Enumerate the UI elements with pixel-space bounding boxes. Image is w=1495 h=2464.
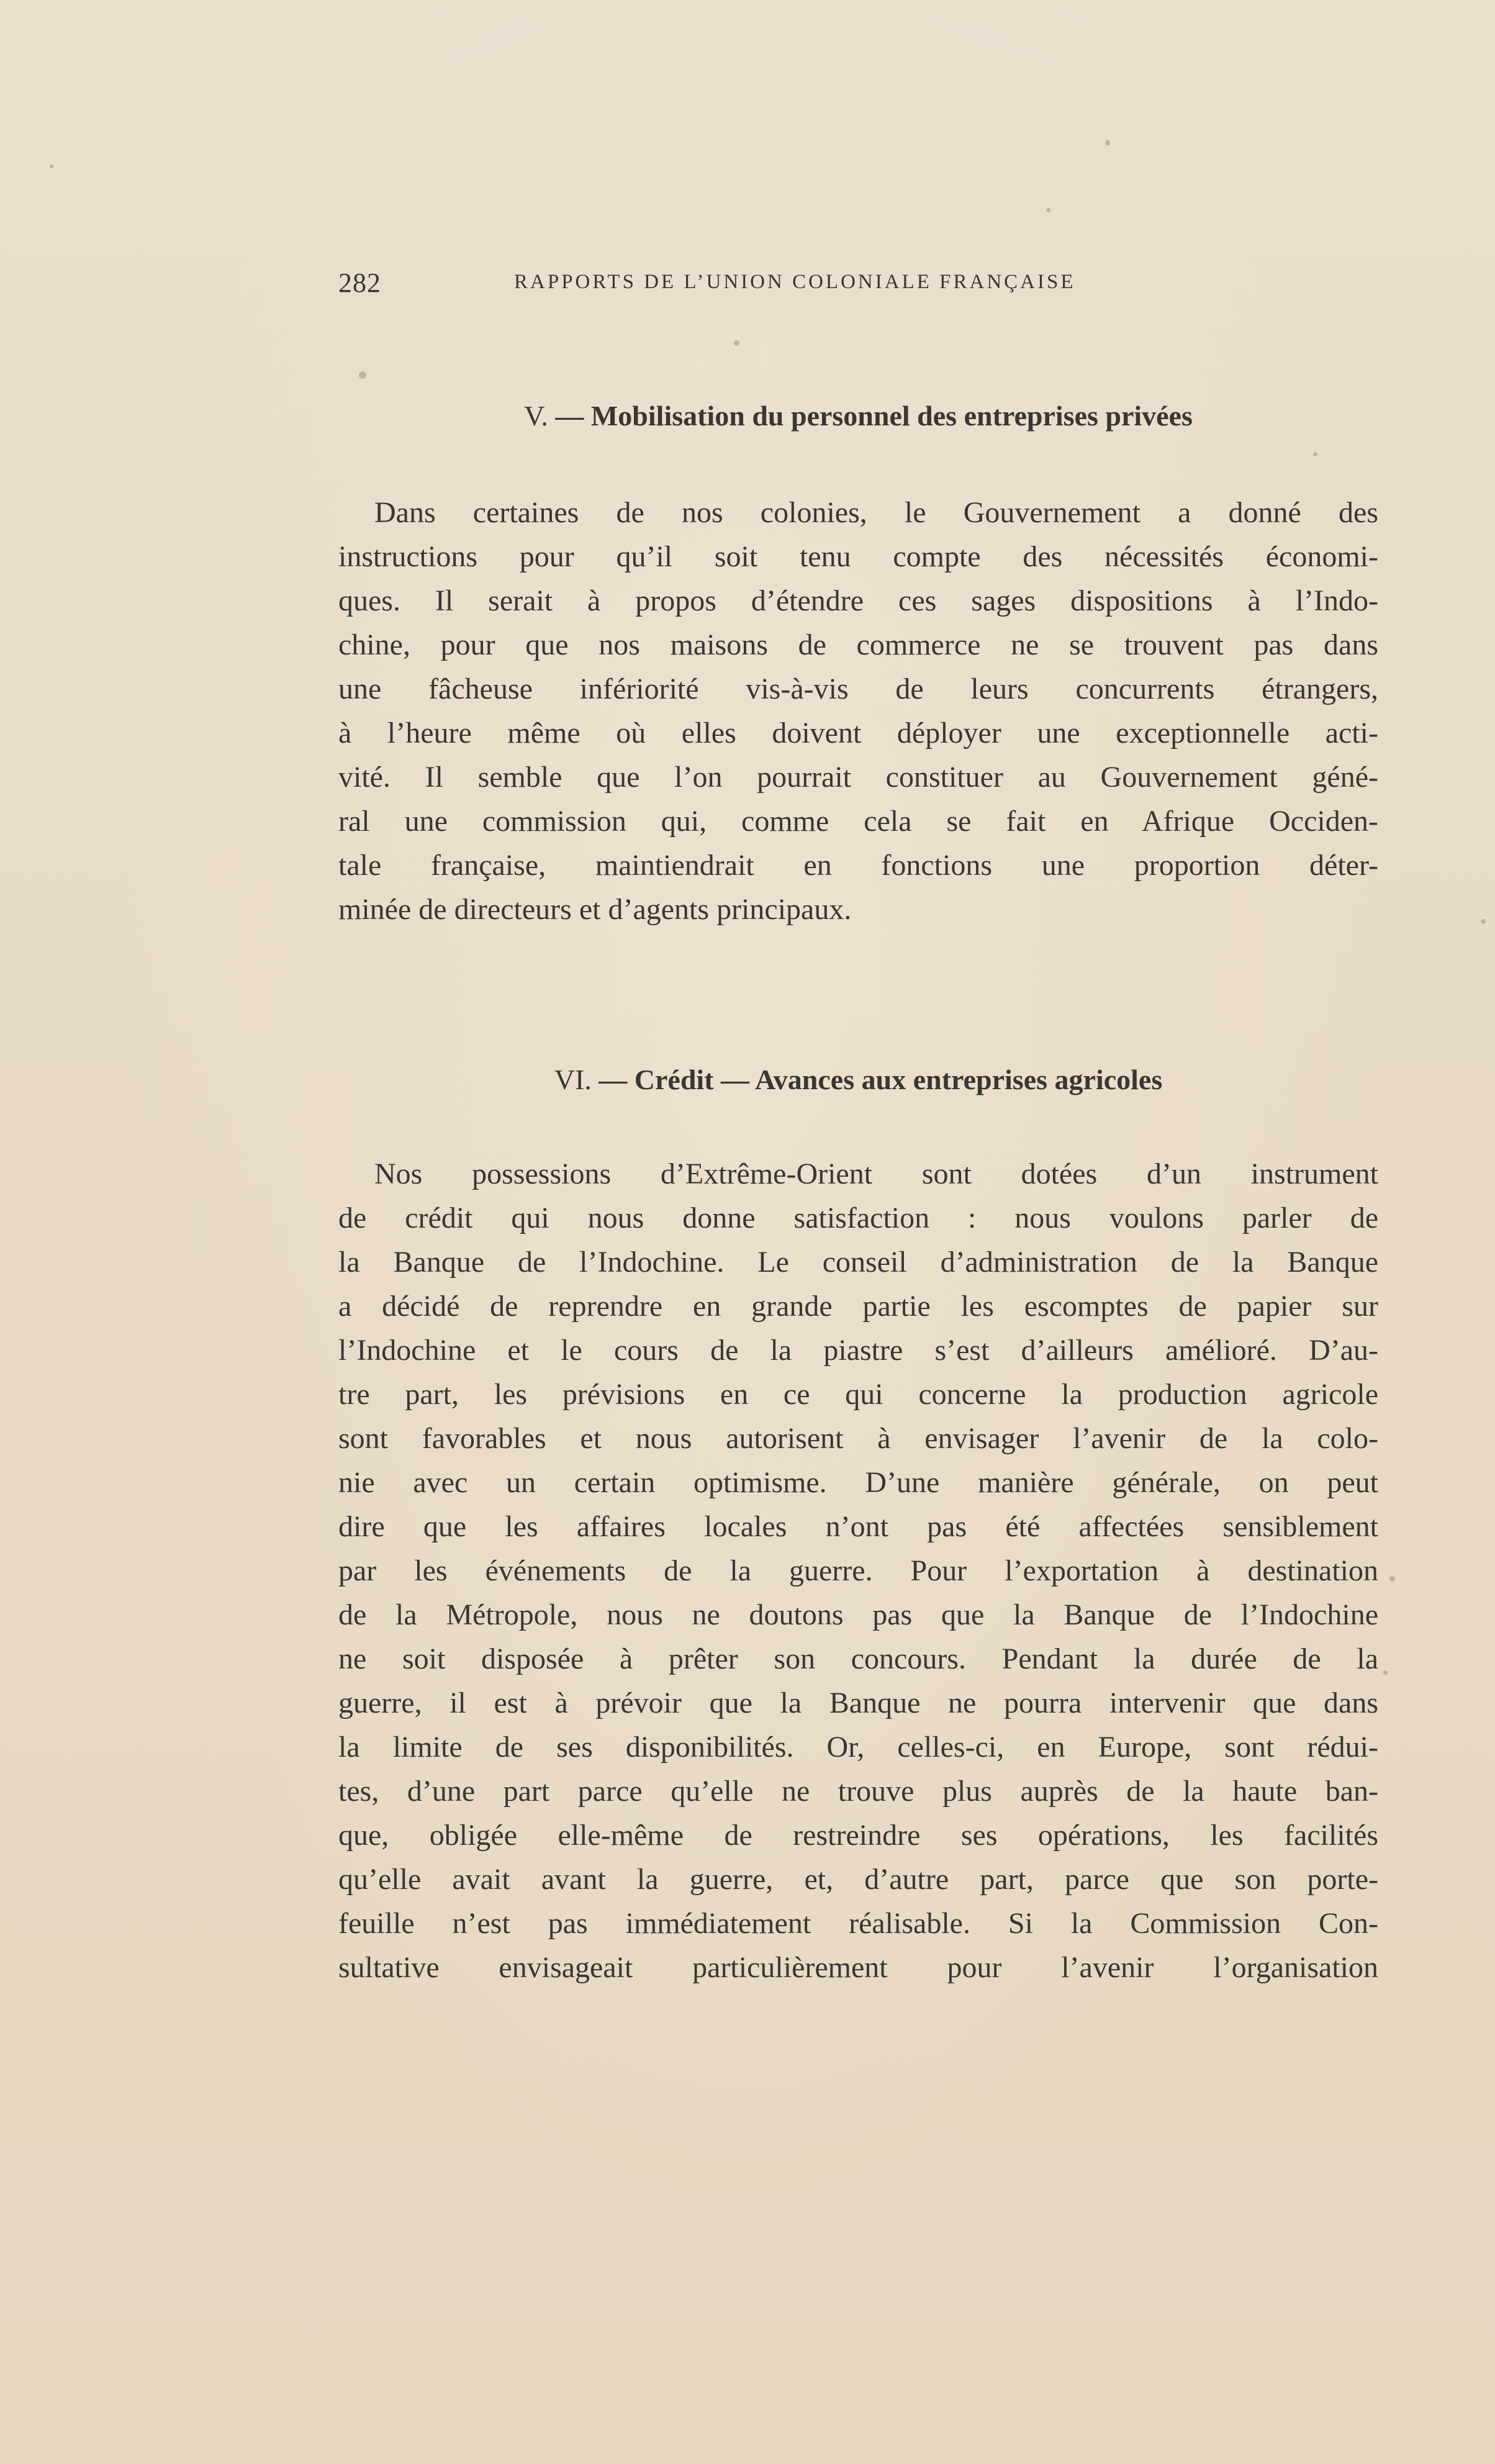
text-line: dire que les affaires locales n’ont pas été affectées sensiblement xyxy=(338,1510,1378,1543)
text-line: par les événements de la guerre. Pour l’exportation à destination xyxy=(338,1554,1378,1587)
paragraph-credit xyxy=(338,1152,1378,1990)
text-line: Dans certaines de nos colonies, le Gouvernement a donné des xyxy=(374,496,1378,529)
text-line: vité. Il semble que l’on pourrait constituer au Gouvernement géné- xyxy=(338,761,1378,794)
text-line: Nos possessions d’Extrême-Orient sont dotées d’un instrument xyxy=(374,1157,1378,1190)
page-number: 282 xyxy=(338,268,381,298)
text-line: chine, pour que nos maisons de commerce ne se trouvent pas dans xyxy=(338,628,1378,661)
section-number: V. xyxy=(524,400,548,432)
text-line: tre part, les prévisions en ce qui concerne la production agricole xyxy=(338,1378,1378,1411)
text-line: l’Indochine et le cours de la piastre s’est d’ailleurs amélioré. D’au- xyxy=(338,1334,1378,1367)
running-head xyxy=(338,267,1220,304)
text-line: sultative envisageait particulièrement pour l’avenir l’organisation xyxy=(338,1951,1378,1984)
section-heading-v xyxy=(338,399,1378,432)
text-line: nie avec un certain optimisme. D’une manière générale, on peut xyxy=(338,1466,1378,1499)
text-line: qu’elle avait avant la guerre, et, d’autre part, parce que son porte- xyxy=(338,1863,1378,1896)
text-line: la limite de ses disponibilités. Or, celles-ci, en Europe, sont rédui- xyxy=(338,1731,1378,1764)
text-line: instructions pour qu’il soit tenu compte des nécessités économi- xyxy=(338,540,1378,573)
text-line: la Banque de l’Indochine. Le conseil d’administration de la Banque xyxy=(338,1246,1378,1279)
section-number: VI. xyxy=(554,1064,592,1095)
paragraph-mobilisation xyxy=(338,491,1378,931)
text-line: à l’heure même où elles doivent déployer une exceptionnelle acti- xyxy=(338,717,1378,750)
running-title: RAPPORTS DE L’UNION COLONIALE FRANÇAISE xyxy=(514,271,1076,293)
text-line: feuille n’est pas immédiatement réalisable. Si la Commission Con- xyxy=(338,1907,1378,1940)
text-line: ral une commission qui, comme cela se fait en Afrique Occiden- xyxy=(338,805,1378,838)
section-heading-vi xyxy=(338,1063,1378,1096)
text-line: de la Métropole, nous ne doutons pas que la Banque de l’Indochine xyxy=(338,1598,1378,1631)
section-title: — Mobilisation du personnel des entreprises privées xyxy=(555,400,1193,432)
text-line: tale française, maintiendrait en fonctions une proportion déter- xyxy=(338,849,1378,882)
text-line: que, obligée elle-même de restreindre ses opérations, les facilités xyxy=(338,1819,1378,1852)
text-line: guerre, il est à prévoir que la Banque ne pourra intervenir que dans xyxy=(338,1687,1378,1719)
text-line: ques. Il serait à propos d’étendre ces sages dispositions à l’Indo- xyxy=(338,584,1378,617)
text-line: tes, d’une part parce qu’elle ne trouve plus auprès de la haute ban- xyxy=(338,1775,1378,1808)
section-title: — Crédit — Avances aux entreprises agricoles xyxy=(598,1064,1163,1095)
text-line: a décidé de reprendre en grande partie les escomptes de papier sur xyxy=(338,1290,1378,1323)
text-line: sont favorables et nous autorisent à envisager l’avenir de la colo- xyxy=(338,1422,1378,1455)
text-line: minée de directeurs et d’agents principaux. xyxy=(338,893,852,926)
text-line: une fâcheuse infériorité vis-à-vis de leurs concurrents étrangers, xyxy=(338,673,1378,705)
text-line: de crédit qui nous donne satisfaction : nous voulons parler de xyxy=(338,1202,1378,1234)
text-line: ne soit disposée à prêter son concours. Pendant la durée de la xyxy=(338,1642,1378,1675)
